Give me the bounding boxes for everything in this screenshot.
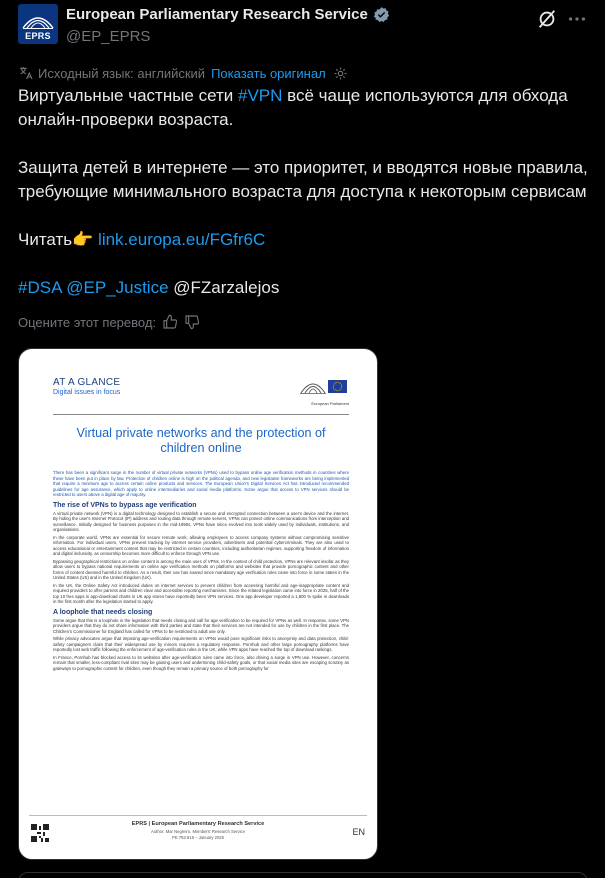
tweet-line: требующие минимального возраста для доступа к некоторым сервисам (18, 182, 587, 201)
hashtag-vpn[interactable]: #VPN (238, 86, 283, 105)
more-options-icon[interactable] (566, 8, 588, 30)
paragraph: In the UK, the Online Safety Act introduced duties on internet services to prevent children from accessing harmful and age-inappropriate content and required providers to offer parents and children clear and accessible reporting mechanisms. Since the related legislation came into force in 2025, half of the top 10 free apps in app-download charts in UK app stores have reportedly been VPN services. One app developer reported a 1,800 % spike in downloads in the first month after the legislation started to apply. (53, 582, 349, 604)
thumbs-down-icon[interactable] (184, 314, 200, 330)
paragraph: While privacy advocates argue that imposing age-verification requirements on VPNs would pose significant risks to anonymity and data protection, child-safety campaigners claim that their widespread use by minors requires a regulatory response. Pornhub and other large pornography platforms have reportedly lost web traffic following the enforcement of age-verification rules in the UK, while VPN apps have reached the top of download rankings. (53, 636, 349, 652)
tweet-line: Защита детей в интернете — это приоритет, и вводятся новые правила, (18, 158, 588, 177)
rate-label: Оцените этот перевод: (18, 314, 157, 330)
thumbs-up-icon[interactable] (162, 314, 178, 330)
footer-reference: PE 782.618 – January 2026 (172, 835, 224, 840)
mention-fzarzalejos[interactable]: @FZarzalejos (168, 278, 280, 297)
europa-link[interactable]: link.europa.eu/FGfr6C (98, 230, 266, 249)
footer-title: EPRS | European Parliamentary Research Service (131, 821, 265, 827)
tweet-line (18, 84, 588, 108)
translation-bar (18, 64, 348, 82)
tweet-text-fragment: Виртуальные частные сети (18, 86, 238, 105)
section-heading: The rise of VPNs to bypass age verification (53, 501, 197, 509)
attached-image[interactable] (18, 348, 378, 860)
document-kicker: AT A GLANCE (53, 377, 121, 388)
gear-icon[interactable] (333, 66, 348, 81)
tweet-text (18, 84, 588, 300)
title-line: Virtual private networks and the protection of (76, 426, 326, 440)
display-name[interactable]: European Parliamentary Research Service (66, 6, 368, 23)
paragraph: In the corporate world, VPNs are essential for secure remote work, allowing employees to access company systems without compromising sensitive information. For individual users, VPNs prevent tracking by internet service providers, advertisers and potential cybercriminals. They are also used to access educational or entertainment content that may be restricted in certain countries, including authoritarian regimes, supporting freedom of information and digital inclusivity, as censorship becomes more difficult to enforce through VPN use. (53, 534, 349, 556)
document-page (53, 377, 349, 671)
translate-icon (18, 65, 34, 81)
source-language: Исходный язык: английский (38, 65, 206, 81)
footer-language: EN (352, 827, 365, 837)
title-line: children online (160, 441, 242, 455)
avatar[interactable] (18, 4, 58, 44)
logo-caption: European Parliament (311, 401, 349, 406)
paragraph: Bypassing geographical restrictions on online content is among the main uses of VPNs. In the context of child protection, VPNs are relevant insofar as they allow users to bypass national requirements on online age verification methods on platforms and websites that provide pornographic content and other forms of content deemed harmful to children. As a result, their use has soared since mandatory age verification rules came into force in some states in the United States (US) and in the United Kingdom (UK). (53, 558, 349, 580)
document-summary: There has been a significant surge in the number of virtual private networks (VPNs) used to bypass online age verification methods in countries where these have been put in place by law. Protection of children online is high on the political agenda, and new legislative frameworks are being implemented that require a minimum age to access certain online products and services. The European Union's Digital Services Act has introduced recommended guidelines for age assurance, which apply to online intermediaries and social media platforms. Some argue that access to VPN services should be restricted to users above a digital age of majority. (53, 470, 349, 497)
tweet-line (18, 228, 588, 252)
grok-icon[interactable] (536, 8, 558, 30)
paragraph: In France, Pornhub has blocked access to its websites after age-verification rules came into force, also driving a surge in VPN use. However, concerns remain that smaller, less-compliant rival sites may be gaining users and undermining child-safety goals, or that social media sites are escaping scrutiny as gateways to pornographic content for children, even though they remain a primary source of both pornography for (53, 654, 349, 671)
section-heading: A loophole that needs closing (53, 608, 153, 616)
tweet-text-fragment: всё чаще используются для обхода (282, 86, 568, 105)
verified-badge-icon (373, 6, 390, 23)
mention-ep-justice[interactable]: @EP_Justice (66, 278, 169, 297)
name-row (66, 6, 390, 23)
document-footer (29, 815, 367, 849)
document-header (53, 377, 349, 415)
rate-translation (18, 314, 200, 330)
paragraph: A virtual private network (VPN) is a digital technology designed to establish a secure and encrypted connection between a user's device and the internet. By hiding the user's Internet Protocol (IP) address and routing data through remote servers, VPNs can protect online communications from interception and surveillance. Initially designed for business purposes in the mid-1990s, VPNs have since evolved into tools widely used by individuals, institutions, and organisations. (53, 510, 349, 532)
avatar-label: EPRS (25, 31, 51, 41)
read-label: Читать👉 (18, 230, 99, 249)
tweet-line: онлайн-проверки возраста. (18, 110, 234, 129)
european-parliament-logo-icon (297, 371, 349, 401)
hashtag-dsa[interactable]: #DSA (18, 278, 62, 297)
paragraph: Some argue that this is a loophole in the legislation that needs closing and call for age verification to be required for VPNs as well. In response, some VPN providers argue that they do not share information with third parties and state that their services are not intended for use by children in the first place. The Children's Commissioner for England has called for VPNs to be restricted to adult use only. (53, 617, 349, 634)
next-card-edge (18, 872, 588, 878)
document-subkicker: Digital issues in focus (53, 389, 121, 396)
handle[interactable]: @EP_EPRS (66, 28, 151, 45)
footer-author: Author: Mar Negreiro, Members' Research Service (151, 829, 245, 834)
show-original-link[interactable]: Показать оригинал (211, 65, 326, 81)
document-title (53, 426, 349, 456)
tweet-line (18, 276, 588, 300)
tweet-header (18, 4, 588, 52)
